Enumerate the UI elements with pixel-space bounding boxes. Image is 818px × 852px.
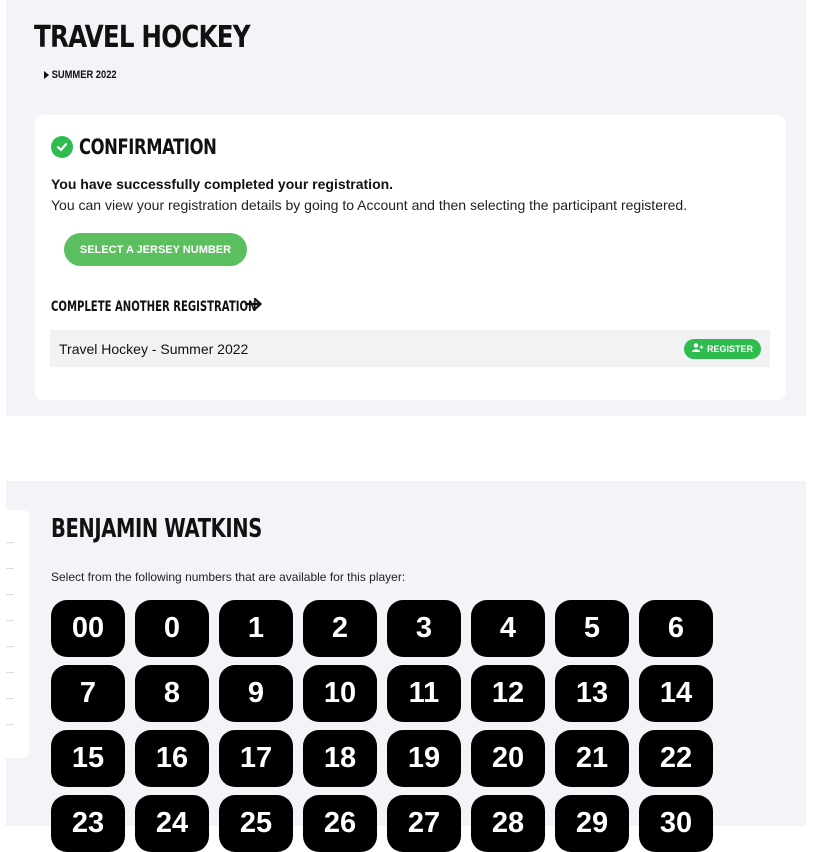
jersey-number-button[interactable]: 26 bbox=[303, 795, 377, 852]
jersey-number-button[interactable]: 30 bbox=[639, 795, 713, 852]
registration-row-label: Travel Hockey - Summer 2022 bbox=[59, 340, 249, 357]
breadcrumb-label: SUMMER 2022 bbox=[51, 69, 117, 81]
jersey-number-button[interactable]: 00 bbox=[51, 600, 125, 657]
select-jersey-number-button[interactable]: SELECT A JERSEY NUMBER bbox=[64, 233, 247, 266]
jersey-number-button[interactable]: 14 bbox=[639, 665, 713, 722]
confirmation-card bbox=[35, 115, 786, 400]
jersey-number-button[interactable]: 18 bbox=[303, 730, 377, 787]
register-button-label: REGISTER bbox=[706, 343, 753, 354]
side-tab-strip bbox=[6, 510, 29, 758]
confirmation-title: CONFIRMATION bbox=[79, 135, 217, 159]
jersey-number-button[interactable]: 15 bbox=[51, 730, 125, 787]
divider bbox=[6, 568, 14, 569]
jersey-number-button[interactable]: 0 bbox=[135, 600, 209, 657]
jersey-number-button[interactable]: 16 bbox=[135, 730, 209, 787]
jersey-number-button[interactable]: 25 bbox=[219, 795, 293, 852]
add-user-icon bbox=[692, 343, 704, 354]
divider bbox=[6, 594, 14, 595]
success-message: You have successfully completed your registration. bbox=[51, 176, 394, 192]
jersey-number-button[interactable]: 22 bbox=[639, 730, 713, 787]
register-button[interactable] bbox=[684, 339, 761, 359]
jersey-number-button[interactable]: 17 bbox=[219, 730, 293, 787]
caret-right-icon bbox=[44, 71, 49, 79]
jersey-number-button[interactable]: 21 bbox=[555, 730, 629, 787]
jersey-number-button[interactable]: 27 bbox=[387, 795, 461, 852]
details-message: You can view your registration details by going to Account and then selecting the participant registered. bbox=[51, 197, 688, 213]
complete-another-registration-link[interactable] bbox=[51, 297, 263, 316]
another-registration-label: COMPLETE ANOTHER REGISTRATION bbox=[51, 298, 257, 315]
jersey-number-button[interactable]: 29 bbox=[555, 795, 629, 852]
number-instructions: Select from the following numbers that are available for this player: bbox=[51, 570, 406, 584]
jersey-number-button[interactable]: 6 bbox=[639, 600, 713, 657]
jersey-number-button[interactable]: 24 bbox=[135, 795, 209, 852]
registration-row bbox=[50, 330, 770, 367]
jersey-number-button[interactable]: 4 bbox=[471, 600, 545, 657]
jersey-number-button[interactable]: 8 bbox=[135, 665, 209, 722]
divider bbox=[6, 698, 14, 699]
jersey-number-grid bbox=[51, 600, 723, 852]
jersey-number-button[interactable]: 5 bbox=[555, 600, 629, 657]
jersey-number-button[interactable]: 13 bbox=[555, 665, 629, 722]
player-name: BENJAMIN WATKINS bbox=[51, 514, 262, 544]
jersey-number-button[interactable]: 3 bbox=[387, 600, 461, 657]
jersey-number-button[interactable]: 23 bbox=[51, 795, 125, 852]
check-circle-icon bbox=[51, 136, 73, 158]
jersey-number-button[interactable]: 12 bbox=[471, 665, 545, 722]
divider bbox=[6, 672, 14, 673]
jersey-number-button[interactable]: 28 bbox=[471, 795, 545, 852]
jersey-number-button[interactable]: 9 bbox=[219, 665, 293, 722]
divider bbox=[6, 724, 14, 725]
divider bbox=[6, 620, 14, 621]
breadcrumb[interactable] bbox=[44, 69, 117, 81]
page-title: TRAVEL HOCKEY bbox=[34, 20, 250, 55]
jersey-number-button[interactable]: 2 bbox=[303, 600, 377, 657]
jersey-number-button[interactable]: 20 bbox=[471, 730, 545, 787]
jersey-number-button[interactable]: 11 bbox=[387, 665, 461, 722]
jersey-number-button[interactable]: 10 bbox=[303, 665, 377, 722]
confirmation-header bbox=[51, 135, 255, 159]
jersey-number-button[interactable]: 7 bbox=[51, 665, 125, 722]
divider bbox=[6, 542, 14, 543]
jersey-number-button[interactable]: 1 bbox=[219, 600, 293, 657]
jersey-number-button[interactable]: 19 bbox=[387, 730, 461, 787]
divider bbox=[6, 646, 14, 647]
